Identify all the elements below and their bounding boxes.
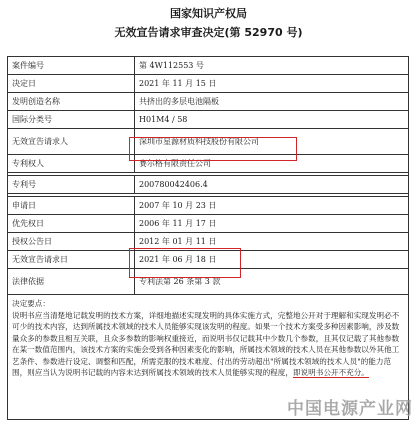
table-row [8,75,409,93]
row-label-requester: 无效宣告请求人 [8,129,135,155]
decision-points-conclusion: 即说明书公开不充分。 [292,368,369,377]
row-label-patent-number: 专利号 [8,176,135,194]
row-label-ipc: 国际分类号 [8,111,135,129]
row-label-invention-name: 发明创造名称 [8,93,135,111]
row-value-patentee: 赛尔格有限责任公司 [135,155,409,173]
row-value-request-date: 2021 年 06 月 18 日 [135,251,409,269]
row-value-ipc: H01M4 / 58 [135,111,409,129]
table-row [8,215,409,233]
row-value-application-date: 2007 年 10 月 23 日 [135,197,409,215]
row-value-requester: 深圳市星源材质科技股份有限公司 [135,129,409,155]
table-row [8,176,409,194]
row-value-grant-date: 2012 年 01 月 11 日 [135,233,409,251]
row-label-application-date: 申请日 [8,197,135,215]
row-label-priority-date: 优先权日 [8,215,135,233]
row-label-case-number: 案件编号 [8,57,135,75]
decision-info-table [7,56,409,420]
row-value-patent-number: 200780042406.4 [135,176,409,194]
table-row [8,93,409,111]
document-title: 无效宣告请求审查决定(第 52970 号) [114,26,303,39]
row-label-patentee: 专利权人 [8,155,135,173]
row-label-legal-basis: 法律依据 [8,269,135,295]
row-value-decision-date: 2021 年 11 月 15 日 [135,75,409,93]
legal-basis-highlight-box [129,248,241,278]
decision-points-heading: 决定要点： [12,299,50,308]
table-row [8,197,409,215]
office-name: 国家知识产权局 [170,7,247,20]
requester-highlight-box [129,137,297,161]
row-label-grant-date: 授权公告日 [8,233,135,251]
row-value-legal-basis: 专利法第 26 条第 3 款 [135,269,409,295]
row-label-decision-date: 决定日 [8,75,135,93]
source-watermark: 中国电源产业网 [287,399,413,419]
row-value-invention-name: 共挤出的多层电池隔板 [135,93,409,111]
row-label-request-date: 无效宣告请求日 [8,251,135,269]
table-row [8,111,409,129]
table-row [8,57,409,75]
row-value-case-number: 第 4W112553 号 [135,57,409,75]
row-value-priority-date: 2006 年 11 月 17 日 [135,215,409,233]
decision-points-body: 说明书应当清楚地记载发明的技术方案，详细地描述实现发明的具体实施方式，完整地公开对于理解和实现发明必不可少的技术内容，达到所属技术领域的技术人员能够实现该发明的程度。如果一个技术方案受多种因素影响，涉及数量众多的参数且相互关联，且众多参数的影响权重接近，而说明书仅记载其中少数几个参数，且其仅记载了其他参数在某一数值范围内，该技术方案的实施会受到各种因素变化的影响，所属技术领域的技术人员在其他参数以外其他工艺条件、参数进行设定、调整和匹配，所需克服的技术难度、付出的劳动超出"所属技术领域的技术人员"的能力范围，则应当认为说明书记载的内容未达到所属技术领域的技术人员能够实现的程度， [12,310,400,377]
